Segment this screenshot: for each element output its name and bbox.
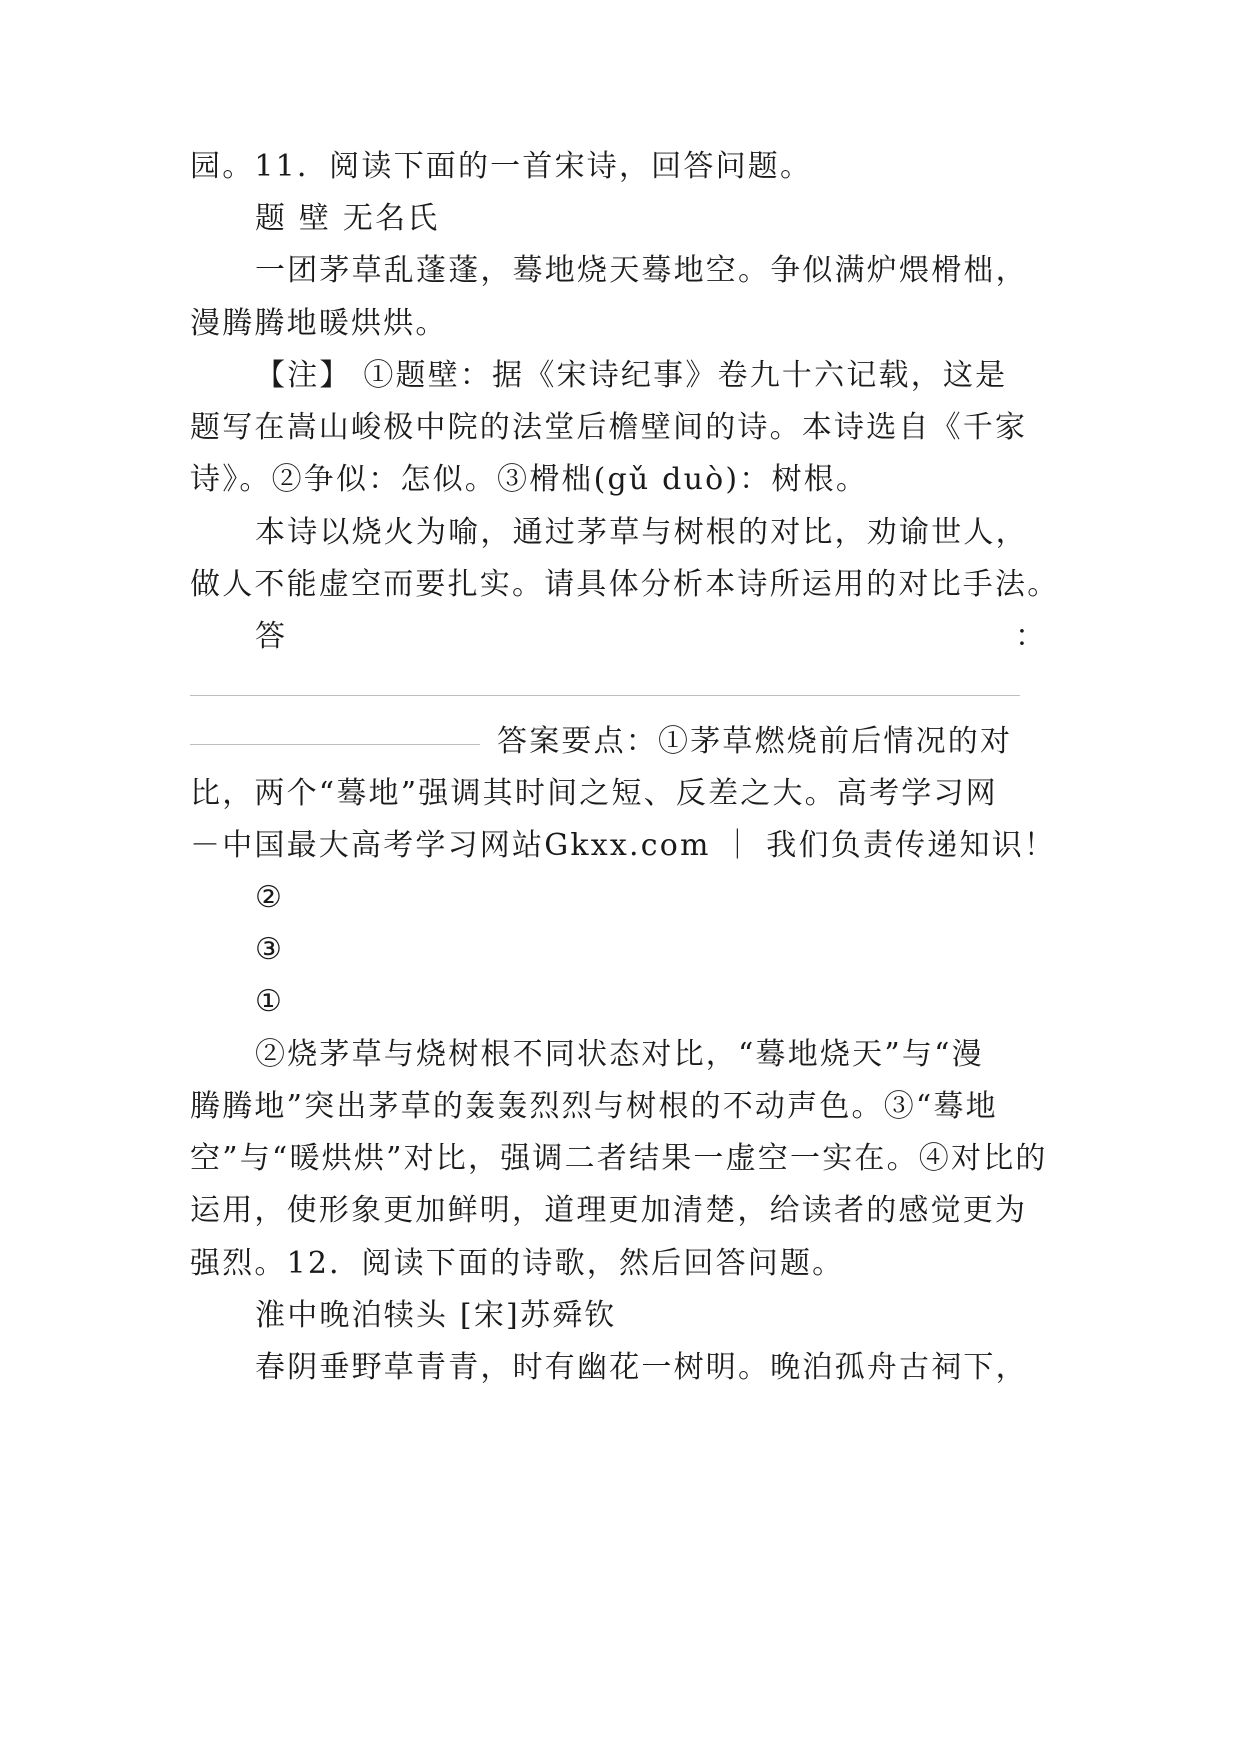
note-text: 【注】 ①题壁：据《宋诗纪事》卷九十六记载，这是 <box>255 358 1008 393</box>
circled-number: ③ <box>255 932 285 967</box>
poem-title: 淮中晚泊犊头 [宋]苏舜钦 <box>255 1298 617 1333</box>
poem-text: 春阴垂野草青青，时有幽花一树明。晚泊孤舟古祠下， <box>255 1350 1028 1385</box>
question-text: 本诗以烧火为喻，通过茅草与树根的对比，劝谕世人， <box>255 515 1028 550</box>
answer-blank-line <box>190 744 480 745</box>
answer-text: 腾腾地”突出茅草的轰轰烈烈与树根的不动声色。③“蓦地 <box>190 1089 998 1124</box>
answer-text: 运用，使形象更加鲜明，道理更加清楚，给读者的感觉更为 <box>190 1193 1028 1228</box>
text-line: 园。11．阅读下面的一首宋诗，回答问题。 <box>190 149 813 184</box>
poem-text: 一团茅草乱蓬蓬，蓦地烧天蓦地空。争似满炉煨榾柮， <box>255 253 1028 288</box>
poem-text: 漫腾腾地暖烘烘。 <box>190 306 448 341</box>
answer-text: 空”与“暖烘烘”对比，强调二者结果一虚空一实在。④对比的 <box>190 1141 1048 1176</box>
circled-number: ① <box>255 984 285 1019</box>
poem-title: 题 壁 无名氏 <box>255 201 440 236</box>
answer-colon: ： <box>1015 619 1045 654</box>
note-text: 题写在嵩山峻极中院的法堂后檐壁间的诗。本诗选自《千家 <box>190 410 1028 445</box>
question-text: 强烈。12．阅读下面的诗歌，然后回答问题。 <box>190 1246 845 1281</box>
note-text: 诗》。②争似：怎似。③榾柮(gǔ duò)：树根。 <box>190 462 869 497</box>
answer-text: 比，两个“蓦地”强调其时间之短、反差之大。高考学习网 <box>190 776 998 811</box>
answer-label: 答 <box>255 619 288 654</box>
answer-key-text: 答案要点：①茅草燃烧前后情况的对 <box>497 724 1013 759</box>
answer-blank-line <box>190 695 1020 696</box>
watermark-text: －中国最大高考学习网站Gkxx.com ｜ 我们负责传递知识！ <box>190 828 1057 863</box>
circled-number: ② <box>255 880 285 915</box>
question-text: 做人不能虚空而要扎实。请具体分析本诗所运用的对比手法。 <box>190 567 1060 602</box>
answer-text: ②烧茅草与烧树根不同状态对比，“蓦地烧天”与“漫 <box>255 1037 984 1072</box>
